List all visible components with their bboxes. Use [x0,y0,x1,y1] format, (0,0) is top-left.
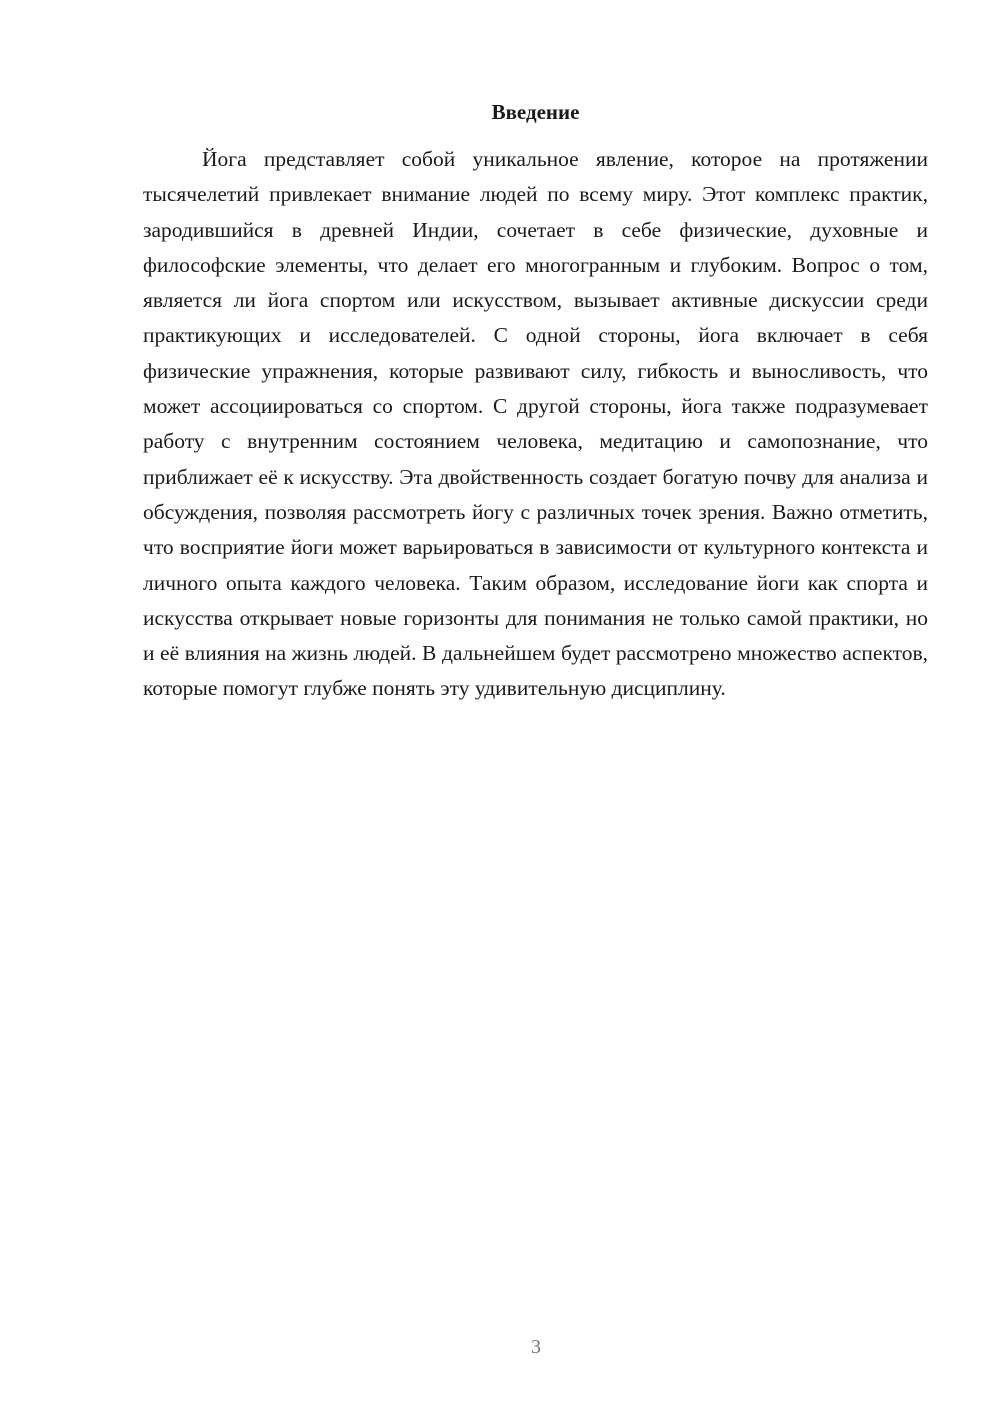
page-number: 3 [531,1336,541,1358]
section-heading: Введение [491,100,580,124]
body-paragraph: Йога представляет собой уникальное явление, которое на протяжении тысячелетий привлекает внимание людей по всему миру. Этот комплекс практик, зародившийся в древней Индии, сочетает в себе физические, духовные и философские элементы, что делает его многогранным и глубоким. Вопрос о том, является ли йога спортом или искусством, вызывает активные дискуссии среди практикующих и исследователей. С одной стороны, йога включает в себя физические упражнения, которые развивают силу, гибкость и выносливость, что может ассоциироваться со спортом. С другой стороны, йога также подразумевает работу с внутренним состоянием человека, медитацию и самопознание, что приближает её к искусству. Эта двойственность создает богатую почву для анализа и обсуждения, позволяя рассмотреть йогу с различных точек зрения. Важно отметить, что восприятие йоги может варьироваться в зависимости от культурного контекста и личного опыта каждого человека. Таким образом, исследование йоги как спорта и искусства открывает новые горизонты для понимания не только самой практики, но и её влияния на жизнь людей. В дальнейшем будет рассмотрено множество аспектов, которые помогут глубже понять эту удивительную дисциплину. [143,147,928,701]
